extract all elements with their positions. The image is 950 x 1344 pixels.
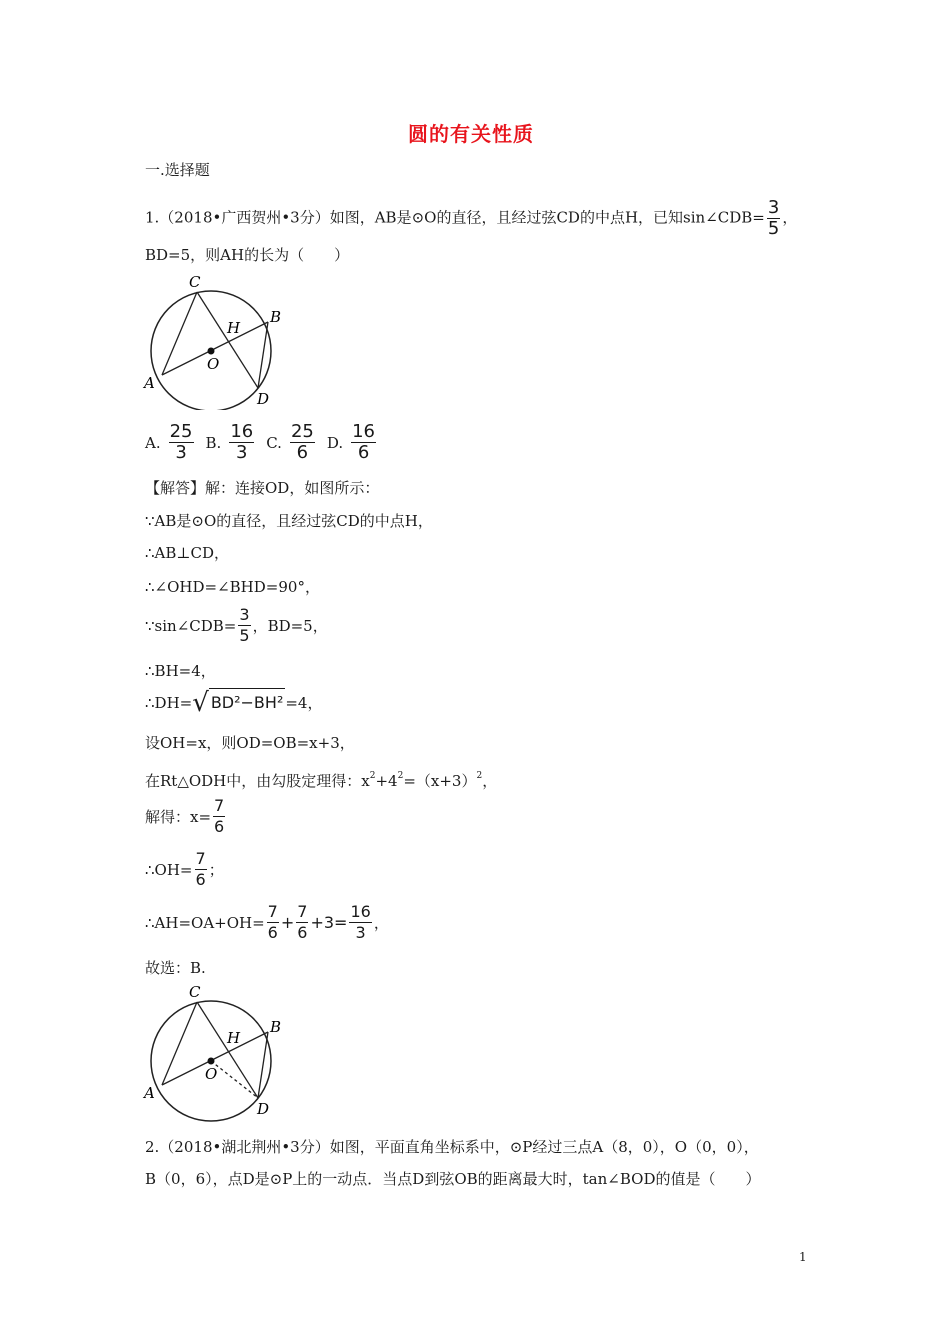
solution-line-10-fraction bbox=[195, 849, 207, 890]
label-o: O bbox=[205, 1065, 218, 1083]
fraction-denominator: 6 bbox=[267, 923, 278, 942]
fraction-denominator: 6 bbox=[195, 870, 206, 889]
label-c: C bbox=[189, 273, 201, 291]
q1-fraction bbox=[767, 198, 780, 239]
solution-line-9 bbox=[145, 796, 227, 837]
label-b: B bbox=[270, 1018, 282, 1036]
chord-cd bbox=[197, 1002, 258, 1098]
fraction-denominator: 6 bbox=[214, 817, 225, 836]
fraction-numerator: 7 bbox=[297, 902, 308, 921]
solution-line-4-pre: ∵sin∠CDB= bbox=[145, 616, 237, 635]
center-point bbox=[208, 348, 215, 355]
option-d-letter: D. bbox=[326, 433, 344, 452]
solution-line-10 bbox=[145, 849, 224, 890]
option-b-num: 16 bbox=[230, 421, 254, 442]
fraction-numerator: 7 bbox=[195, 849, 206, 868]
section-heading: 一.选择题 bbox=[145, 161, 210, 179]
solution-line-10-post: ； bbox=[208, 860, 224, 879]
fraction-denominator: 5 bbox=[239, 626, 250, 645]
option-a-fraction bbox=[169, 422, 194, 463]
q1-line1 bbox=[145, 198, 797, 239]
solution-line-11-pre: ∴AH=OA+OH= bbox=[145, 913, 265, 932]
chord-ca bbox=[162, 292, 197, 375]
solution-line-4-fraction bbox=[238, 605, 250, 646]
solution-line-11-fraction-b bbox=[296, 902, 308, 943]
square-root bbox=[192, 688, 285, 718]
solution-circle-figure bbox=[138, 982, 288, 1122]
option-a-den: 3 bbox=[175, 442, 187, 463]
radicand: BD²−BH² bbox=[209, 688, 286, 718]
solution-line-6 bbox=[145, 688, 322, 718]
fraction-numerator: 3 bbox=[767, 197, 780, 218]
solution-line-6-post: =4， bbox=[285, 694, 323, 712]
option-d-num: 16 bbox=[352, 421, 376, 442]
exponent: 2 bbox=[369, 771, 376, 781]
option-a-letter: A. bbox=[145, 433, 161, 452]
solution-line-11-eq: +3= bbox=[310, 912, 348, 932]
label-b: B bbox=[270, 308, 282, 326]
fraction-denominator: 6 bbox=[297, 923, 308, 942]
fraction-numerator: 16 bbox=[350, 902, 371, 921]
plus-sign: + bbox=[280, 912, 295, 932]
solution-line-2: ∴AB⊥CD， bbox=[145, 544, 230, 562]
solution-line-11 bbox=[145, 902, 389, 943]
solution-line-1: ∵AB是⊙O的直径，且经过弦CD的中点H， bbox=[145, 512, 433, 530]
solution-line-11-fraction-a bbox=[267, 902, 279, 943]
option-c-fraction bbox=[290, 422, 315, 463]
solution-intro: 【解答】解：连接OD，如图所示： bbox=[145, 479, 380, 497]
solution-line-4 bbox=[145, 605, 328, 646]
solution-line-9-fraction bbox=[213, 796, 225, 837]
option-a-num: 25 bbox=[169, 421, 193, 442]
fraction-numerator: 3 bbox=[239, 605, 250, 624]
solution-line-8-post: ， bbox=[482, 772, 498, 790]
solution-line-10-pre: ∴OH= bbox=[145, 860, 193, 879]
option-d-fraction bbox=[351, 422, 376, 463]
q2-line1: 2.（2018•湖北荆州•3分）如图，平面直角坐标系中，⊙P经过三点A（8，0），O（0，0）， bbox=[145, 1138, 759, 1156]
fraction-numerator: 7 bbox=[214, 796, 225, 815]
label-o: O bbox=[207, 355, 220, 373]
option-d-den: 6 bbox=[357, 442, 370, 463]
q1-circle-figure bbox=[138, 270, 288, 410]
fraction-denominator: 3 bbox=[355, 923, 366, 942]
exponent: 2 bbox=[476, 771, 483, 781]
exponent: 2 bbox=[397, 771, 404, 781]
radius-od-dashed bbox=[211, 1061, 258, 1098]
page-number: 1 bbox=[799, 1250, 807, 1264]
solution-line-4-post: ，BD=5， bbox=[252, 616, 328, 635]
q1-options bbox=[145, 422, 388, 463]
solution-line-6-pre: ∴DH= bbox=[145, 694, 193, 712]
solution-line-9-pre: 解得：x= bbox=[145, 807, 212, 826]
solution-line-8-mid1: +4 bbox=[375, 772, 398, 790]
solution-line-11-fraction-c bbox=[349, 902, 371, 943]
radical-sign: √ bbox=[192, 688, 209, 718]
fraction-denominator: 5 bbox=[767, 218, 780, 239]
center-point bbox=[208, 1058, 215, 1065]
chord-bd bbox=[258, 1032, 268, 1098]
solution-line-8 bbox=[145, 766, 497, 791]
solution-line-7: 设OH=x，则OD=OB=x+3， bbox=[145, 734, 355, 752]
label-d: D bbox=[257, 1100, 270, 1118]
q2-line2: B（0，6），点D是⊙P上的一动点．当点D到弦OB的距离最大时，tan∠BOD的值是（ ） bbox=[145, 1170, 761, 1188]
chord-ca bbox=[162, 1002, 197, 1085]
option-c-num: 25 bbox=[290, 421, 314, 442]
solution-line-5: ∴BH=4， bbox=[145, 662, 216, 680]
option-b-fraction bbox=[229, 422, 254, 463]
option-c-den: 6 bbox=[296, 442, 309, 463]
label-a: A bbox=[144, 1084, 155, 1102]
solution-answer: 故选：B. bbox=[145, 959, 206, 977]
solution-line-8-pre: 在Rt△ODH中，由勾股定理得：x bbox=[145, 772, 370, 790]
option-c-letter: C. bbox=[266, 433, 282, 452]
q1-text-end: ， bbox=[782, 208, 798, 227]
label-c: C bbox=[189, 983, 201, 1001]
page-title: 圆的有关性质 bbox=[408, 122, 534, 146]
chord-cd bbox=[197, 292, 258, 388]
label-h: H bbox=[227, 1029, 241, 1047]
option-b-letter: B. bbox=[205, 433, 222, 452]
solution-line-3: ∴∠OHD=∠BHD=90°， bbox=[145, 578, 320, 596]
label-d: D bbox=[257, 390, 270, 408]
chord-bd bbox=[258, 322, 268, 388]
label-a: A bbox=[144, 374, 155, 392]
option-b-den: 3 bbox=[236, 442, 248, 463]
fraction-numerator: 7 bbox=[267, 902, 278, 921]
q1-line2: BD=5，则AH的长为（ ） bbox=[145, 246, 350, 264]
label-h: H bbox=[227, 319, 241, 337]
solution-line-11-post: ， bbox=[373, 913, 389, 932]
q1-text: 1.（2018•广西贺州•3分）如图，AB是⊙O的直径，且经过弦CD的中点H，已知sin∠CDB= bbox=[145, 208, 765, 227]
solution-line-8-mid2: =（x+3） bbox=[403, 772, 477, 790]
